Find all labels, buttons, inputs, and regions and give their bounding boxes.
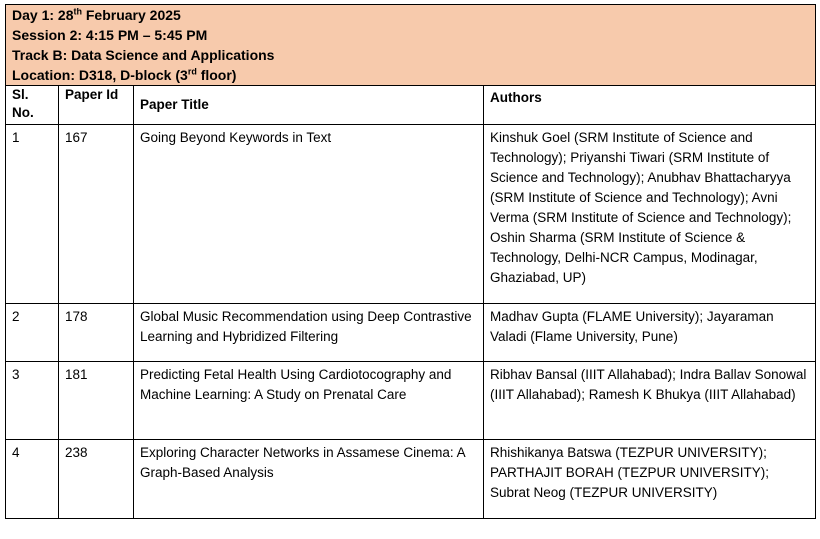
row-authors: Kinshuk Goel (SRM Institute of Science and Technology); Priyanshi Tiwari (SRM Institute of Science and Technology); Anubhav Bhattacharyya (SRM Institute of Science and Technology); Avni Verma (SRM Institute of Science and Technology); Oshin Sharma (SRM Institute of Science & Technology, Delhi-NCR Campus, Modinagar, Ghaziabad, UP) [484,125,816,304]
col-paper-title: Paper Title [134,86,484,125]
session-location: Location: D318, D-block (3rd floor) [12,66,237,83]
row-authors: Madhav Gupta (FLAME University); Jayaraman Valadi (Flame University, Pune) [484,304,816,362]
session-schedule-table [5,4,816,519]
row-sl: 4 [6,440,59,519]
row-title: Global Music Recommendation using Deep Contrastive Learning and Hybridized Filtering [134,304,484,362]
session-day: Day 1: 28th February 2025 [12,6,181,23]
row-title: Going Beyond Keywords in Text [134,125,484,304]
session-track: Track B: Data Science and Applications [12,47,275,63]
session-header [6,5,816,86]
column-header-row [6,86,816,125]
session-time: Session 2: 4:15 PM – 5:45 PM [12,27,208,43]
row-sl: 1 [6,125,59,304]
row-sl: 3 [6,362,59,440]
row-paper-id: 167 [59,125,134,304]
col-sl-no: Sl. No. [6,86,59,125]
row-title: Predicting Fetal Health Using Cardiotocography and Machine Learning: A Study on Prenatal Care [134,362,484,440]
row-sl: 2 [6,304,59,362]
row-paper-id: 178 [59,304,134,362]
session-header-row [6,5,816,86]
col-authors: Authors [484,86,816,125]
table-row [6,304,816,362]
table-row [6,440,816,519]
row-authors: Ribhav Bansal (IIIT Allahabad); Indra Ballav Sonowal (IIIT Allahabad); Ramesh K Bhukya (IIIT Allahabad) [484,362,816,440]
table-row [6,125,816,304]
row-title: Exploring Character Networks in Assamese Cinema: A Graph-Based Analysis [134,440,484,519]
row-paper-id: 181 [59,362,134,440]
row-paper-id: 238 [59,440,134,519]
col-paper-id: Paper Id [59,86,134,125]
table-row [6,362,816,440]
row-authors: Rhishikanya Batswa (TEZPUR UNIVERSITY); PARTHAJIT BORAH (TEZPUR UNIVERSITY); Subrat Neog (TEZPUR UNIVERSITY) [484,440,816,519]
